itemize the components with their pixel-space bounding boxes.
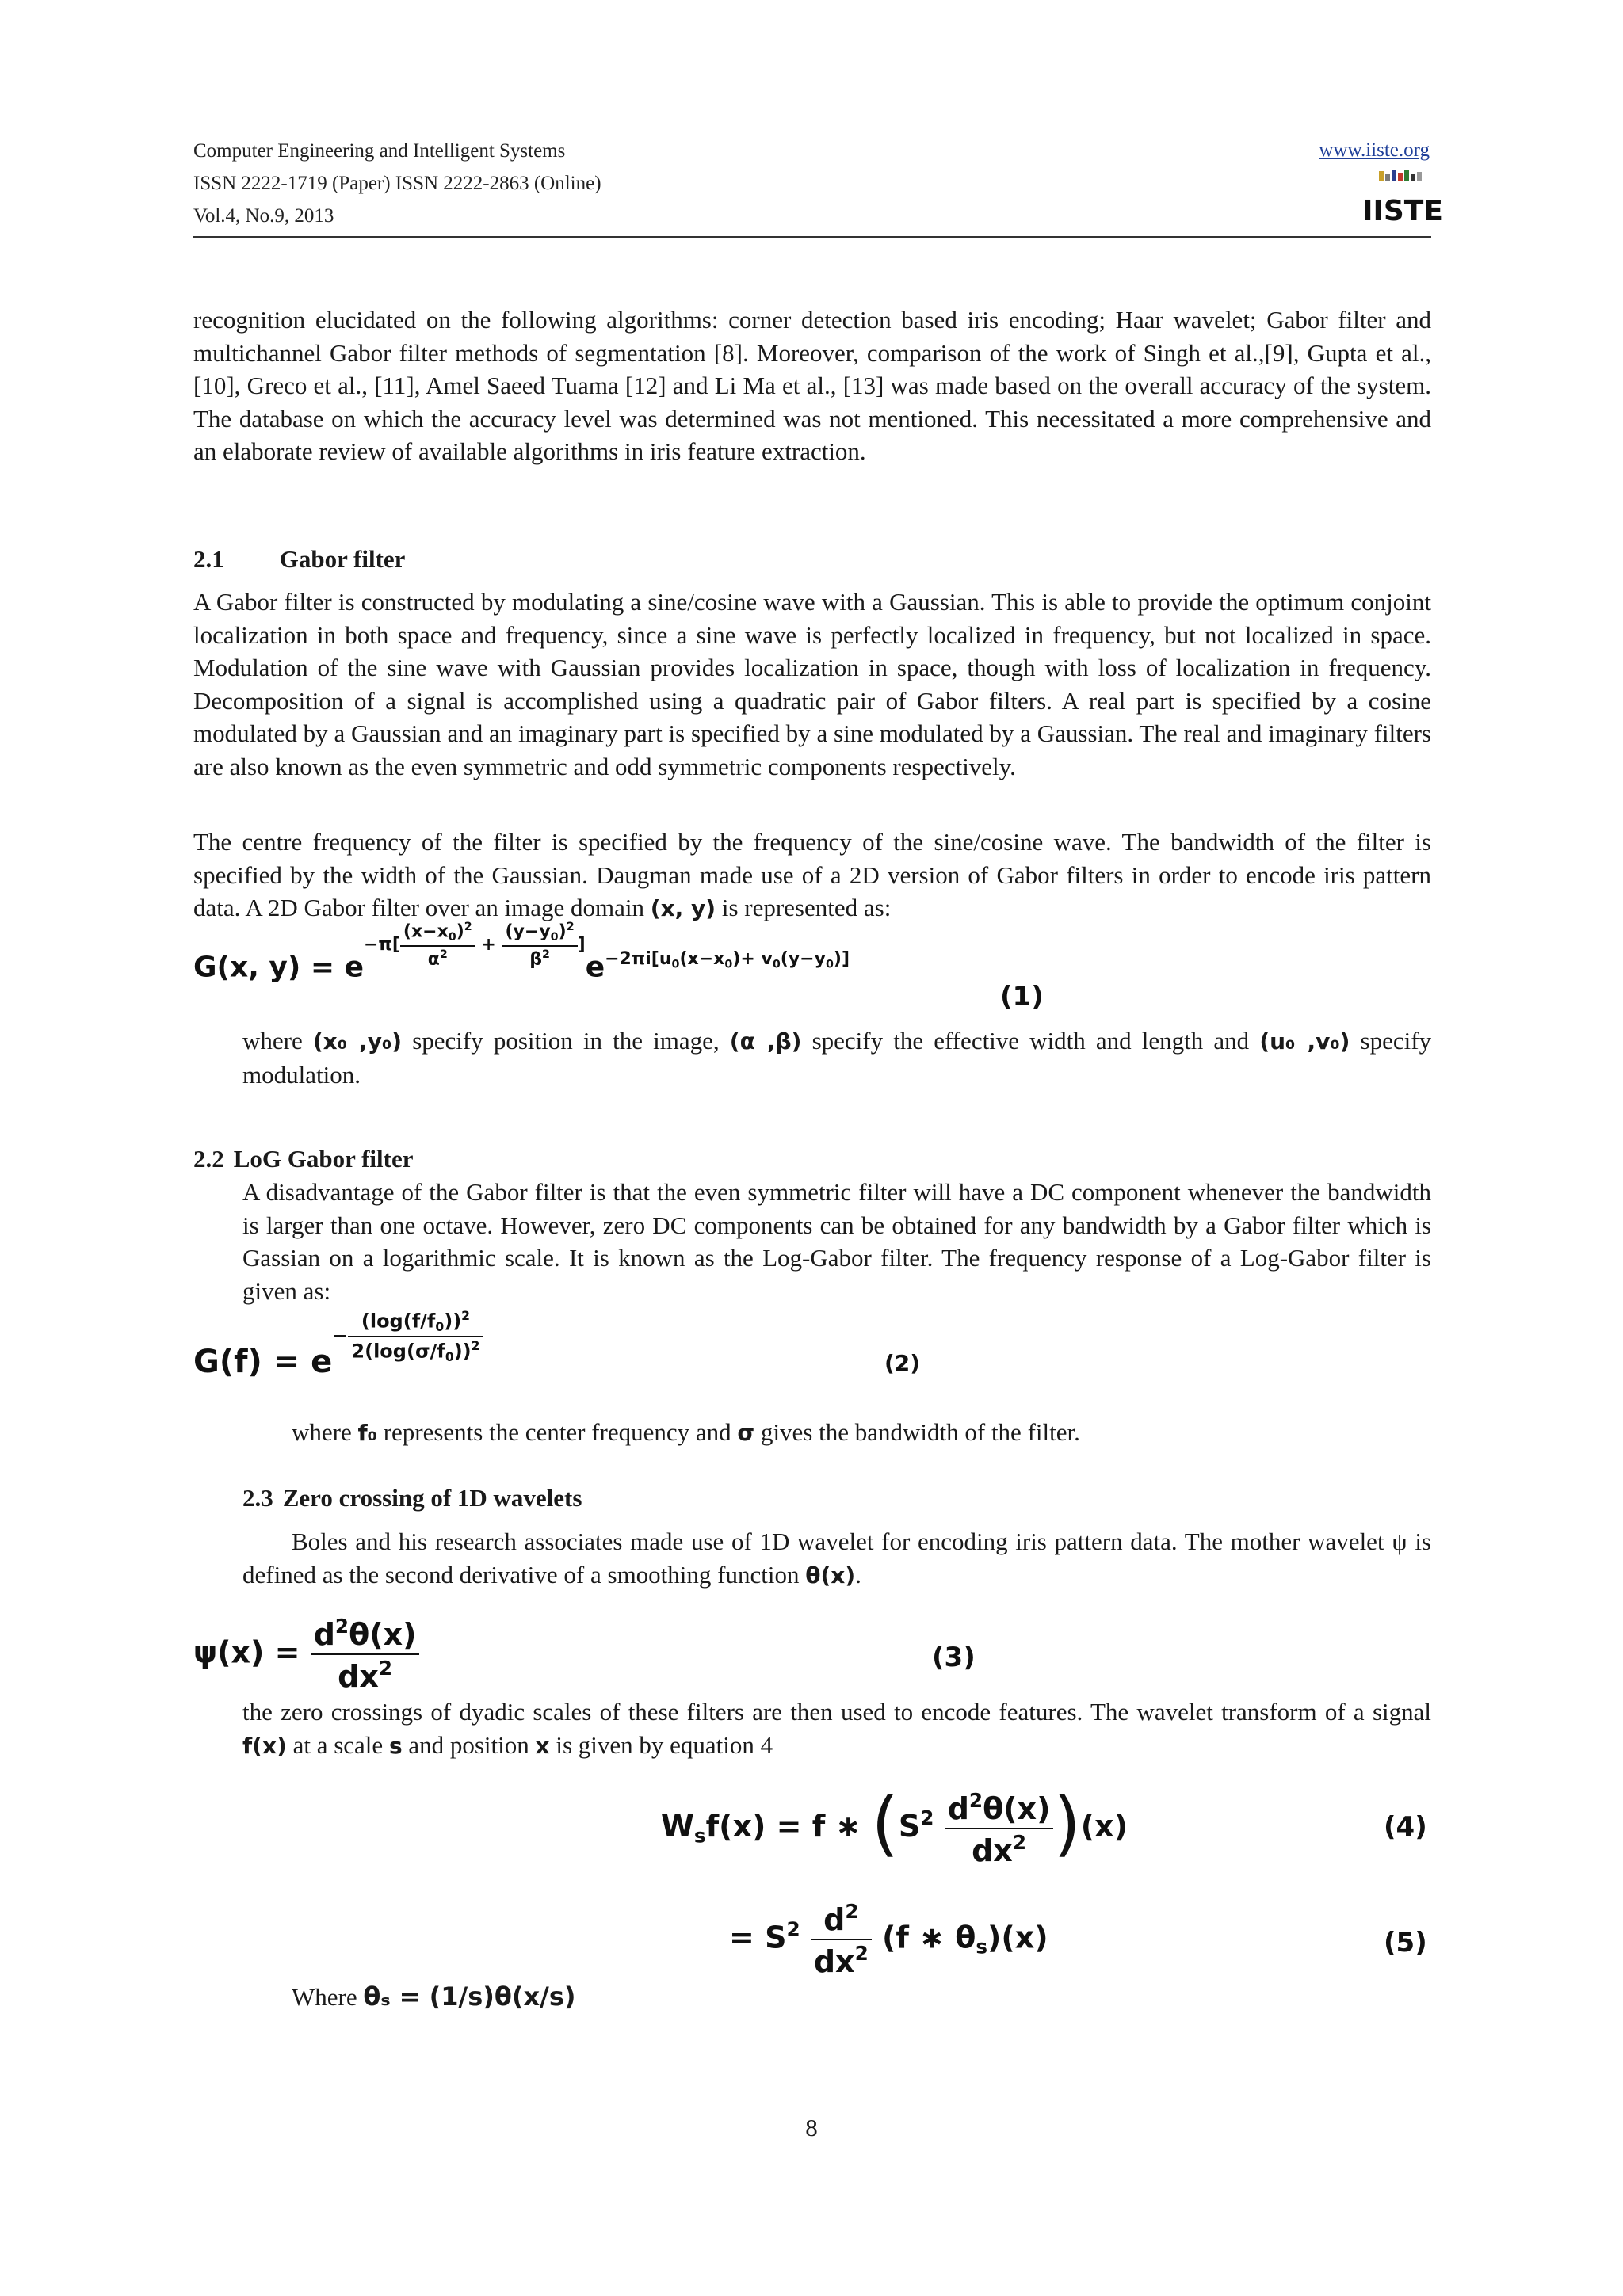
p2-text-after: is represented as: — [721, 894, 892, 921]
where-text-6: represents the center frequency and — [383, 1418, 731, 1446]
section-2-1-title: Gabor filter — [279, 545, 406, 573]
journal-issn: ISSN 2222-1719 (Paper) ISSN 2222-2863 (Online) — [193, 173, 601, 194]
equation-4-number: (4) — [1384, 1811, 1427, 1843]
where-text-7: gives the bandwidth of the filter. — [760, 1418, 1080, 1446]
section-2-1-paragraph-2 — [193, 826, 1431, 925]
equation-5-number: (5) — [1384, 1927, 1427, 1958]
position-x-math: x — [535, 1732, 550, 1759]
equation-4: $W_sf(x) = f$ ∗ ($S^2$ $\frac{d^2\theta(x)}{dx^2}$ )(x) — [661, 1783, 1128, 1868]
journal-name: Computer Engineering and Intelligent Systems — [193, 140, 566, 162]
equation-3: ψ(x) = $\frac{d^2\theta(x)}{dx^2}$ — [193, 1615, 419, 1694]
where-text-2: specify position in the image, — [412, 1027, 720, 1055]
p2-text-d: is given by equation 4 — [556, 1730, 773, 1759]
p2-text-c: and position — [408, 1730, 529, 1759]
page-number: 8 — [805, 2114, 818, 2142]
width-length-math: (α ,β) — [729, 1028, 802, 1055]
theta-s-definition — [292, 1981, 1084, 2014]
section-2-3-paragraph-1 — [242, 1525, 1431, 1592]
p2-text-b: at a scale — [292, 1730, 384, 1759]
section-2-1-number: 2.1 — [193, 545, 224, 573]
section-2-1-heading — [193, 543, 405, 575]
section-2-2-heading — [193, 1143, 413, 1175]
where-text-5: where — [292, 1418, 352, 1446]
section-2-3-heading — [242, 1482, 582, 1514]
smoothing-function-math: θ(x) — [805, 1562, 856, 1589]
scale-math: s — [388, 1732, 403, 1759]
equation-1-number: (1) — [1000, 981, 1044, 1013]
where-text: where — [242, 1027, 303, 1055]
p1-text-after: . — [855, 1560, 861, 1589]
where-label: Where — [292, 1983, 357, 2011]
journal-url-link[interactable]: www.iiste.org — [1319, 139, 1430, 161]
theta-s-math: θₛ = (1/s)θ(x/s) — [363, 1981, 576, 2012]
section-2-2-paragraph-1: A disadvantage of the Gabor filter is that the even symmetric filter will have a DC component whenever the bandwidth is larger than one octave. However, zero DC components can be obtained for any bandwidth by a Gabor filter which is Gassian on a logarithmic scale. It is known as the Log-Gabor filter. The frequency response of a Log-Gabor filter is given as: — [242, 1178, 1431, 1305]
p1-text-before: Boles and his research associates made use of 1D wavelet for encoding iris pattern data. The mother wavelet ψ is defined as the second derivative of a smoothing function — [242, 1527, 1431, 1589]
section-2-2-number: 2.2 — [193, 1145, 224, 1173]
signal-math: f(x) — [242, 1732, 287, 1759]
journal-volume: Vol.4, No.9, 2013 — [193, 205, 334, 227]
where-text-4: specify modulation. — [242, 1027, 1432, 1089]
section-2-3-number: 2.3 — [242, 1484, 273, 1512]
p2-text-before: The centre frequency of the filter is specified by the frequency of the sine/cosine wave. The bandwidth of the filter is specified by the width of the Gaussian. Daugman made use of a 2D version of Gabor filters in order to encode iris pattern data. A 2D Gabor filter over an image domain — [193, 828, 1431, 921]
equation-1-description — [242, 1024, 1431, 1091]
equation-2-number: (2) — [884, 1350, 921, 1376]
header-divider — [193, 236, 1431, 238]
equation-1: G(x, $y) = e^{-\pi[ \frac{(x-x_0)^2}{\alpha^2} + \frac{(y-y_0)^2}{\beta^2} ]}e^{-2\pi i[u_0(x-x_0)+ v_0(y-y_0)]}$ — [193, 921, 850, 984]
equation-2: $G(f) = e^{- \frac{(\log(f/f_0))^2}{2(\log(\sigma/f_0))^2}}$ — [193, 1339, 483, 1394]
modulation-math: (u₀ ,v₀) — [1259, 1028, 1350, 1055]
position-math: (x₀ ,y₀) — [312, 1028, 403, 1055]
equation-5: = $S^2$ $\frac{d^2}{dx^2}$ (f ∗ $\theta_s)(x)$ — [729, 1900, 1048, 1979]
section-2-3-title: Zero crossing of 1D wavelets — [282, 1484, 582, 1512]
p2-text-a: the zero crossings of dyadic scales of these filters are then used to encode features. The wavelet transform of a signal — [242, 1698, 1431, 1726]
logo-text: IISTE — [1362, 195, 1443, 227]
equation-2-description — [292, 1416, 1431, 1450]
image-domain-math: (x, y) — [650, 895, 716, 921]
section-2-3-paragraph-2 — [242, 1695, 1431, 1762]
center-frequency-math: f₀ — [357, 1420, 377, 1446]
section-2-1-paragraph-1: A Gabor filter is constructed by modulating a sine/cosine wave with a Gaussian. This is able to provide the optimum conjoint localization in both space and frequency, since a sine wave is perfectly localized in frequency, but not localized in space. Modulation of the sine wave with Gaussian provides localization in space, though with loss of localization in frequency. Decomposition of a signal is accomplished using a quadratic pair of Gabor filters. A real part is specified by a cosine modulated by a Gaussian and an imaginary part is specified by a sine modulated by a Gaussian. The real and imaginary filters are also known as the even symmetric and odd symmetric components respectively. — [193, 588, 1431, 780]
where-text-3: specify the effective width and length and — [812, 1027, 1250, 1055]
equation-3-number: (3) — [932, 1642, 976, 1673]
bandwidth-math: σ — [737, 1420, 755, 1446]
intro-paragraph: recognition elucidated on the following algorithms: corner detection based iris encoding; Haar wavelet; Gabor filter and multichannel Gabor filter methods of segmentation [8]. Moreover, comparison of the work of Singh et al.,[9], Gupta et al.,[10], Greco et al., [11], Amel Saeed Tuama [12] and Li Ma et al., [13] was made based on the overall accuracy of the system. The database on which the accuracy level was determined was not mentioned. This necessitated a more comprehensive and an elaborate review of available algorithms in iris feature extraction. — [193, 306, 1431, 465]
section-2-2-title: LoG Gabor filter — [233, 1145, 414, 1173]
iiste-logo-icon — [1362, 168, 1443, 228]
